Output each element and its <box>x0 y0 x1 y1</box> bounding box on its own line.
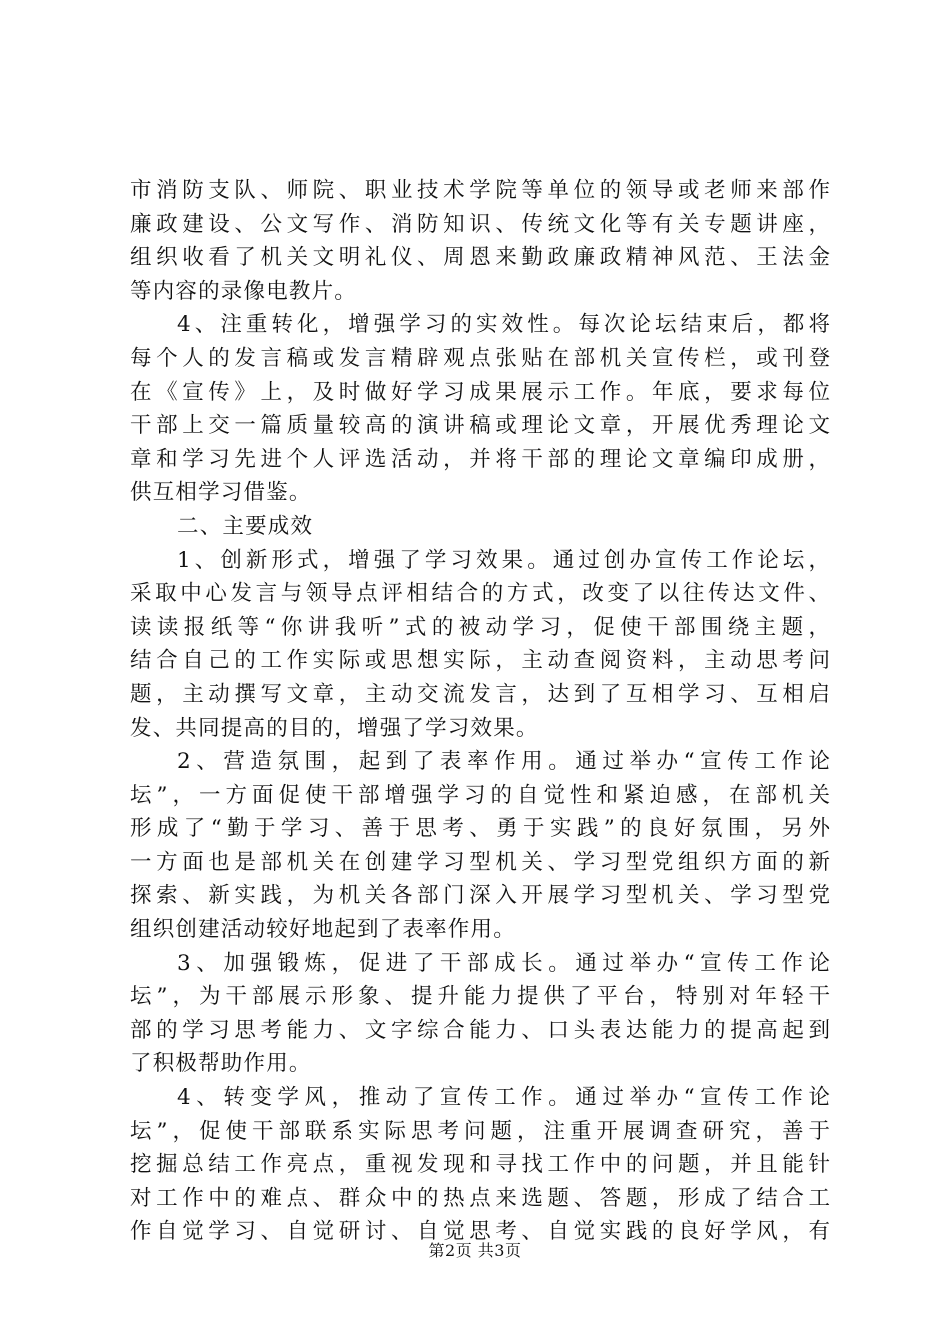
text-line: 作自觉学习、自觉研讨、自觉思考、自觉实践的良好学风，有 <box>130 1219 830 1245</box>
text-line: 供互相学习借鉴。 <box>130 480 312 506</box>
text-line: 组织收看了机关文明礼仪、周恩来勤政廉政精神风范、王法金 <box>130 245 830 271</box>
text-line: 发、共同提高的目的，增强了学习效果。 <box>130 715 539 741</box>
section-heading: 二、主要成效 <box>177 513 314 539</box>
text-line: 廉政建设、公文写作、消防知识、传统文化等有关专题讲座， <box>130 211 830 237</box>
text-line: 坛”，为干部展示形象、提升能力提供了平台，特别对年轻干 <box>130 984 830 1010</box>
text-line: 3、加强锻炼，促进了干部成长。通过举办“宣传工作论 <box>177 950 830 976</box>
text-line: 坛”，一方面促使干部增强学习的自觉性和紧迫感，在部机关 <box>130 782 830 808</box>
text-line: 等内容的录像电教片。 <box>130 278 358 304</box>
text-line: 4、转变学风，推动了宣传工作。通过举办“宣传工作论 <box>177 1085 830 1111</box>
text-line: 坛”，促使干部联系实际思考问题，注重开展调查研究，善于 <box>130 1118 830 1144</box>
text-line: 4、注重转化，增强学习的实效性。每次论坛结束后，都将 <box>177 312 830 338</box>
text-line: 市消防支队、师院、职业技术学院等单位的领导或老师来部作 <box>130 178 830 203</box>
text-line: 一方面也是部机关在创建学习型机关、学习型党组织方面的新 <box>130 849 830 875</box>
text-line: 探索、新实践，为机关各部门深入开展学习型机关、学习型党 <box>130 883 830 909</box>
text-line: 部的学习思考能力、文字综合能力、口头表达能力的提高起到 <box>130 1017 830 1043</box>
document-body <box>130 174 830 1249</box>
text-line: 干部上交一篇质量较高的演讲稿或理论文章，开展优秀理论文 <box>130 413 830 439</box>
page-number-footer: 第2页 共3页 <box>428 1241 522 1260</box>
text-line: 了积极帮助作用。 <box>130 1051 312 1077</box>
text-line: 挖掘总结工作亮点，重视发现和寻找工作中的问题，并且能针 <box>130 1152 830 1178</box>
text-line: 采取中心发言与领导点评相结合的方式，改变了以往传达文件、 <box>130 581 830 607</box>
text-line: 读读报纸等“你讲我听”式的被动学习，促使干部围绕主题， <box>130 614 830 640</box>
text-line: 每个人的发言稿或发言精辟观点张贴在部机关宣传栏，或刊登 <box>130 345 830 371</box>
text-line: 题，主动撰写文章，主动交流发言，达到了互相学习、互相启 <box>130 681 830 707</box>
text-line: 形成了“勤于学习、善于思考、勇于实践”的良好氛围，另外 <box>130 816 830 842</box>
text-line: 组织创建活动较好地起到了表率作用。 <box>130 917 516 943</box>
text-line: 1、创新形式，增强了学习效果。通过创办宣传工作论坛， <box>177 547 830 573</box>
text-line: 2、营造氛围，起到了表率作用。通过举办“宣传工作论 <box>177 749 830 775</box>
text-line: 在《宣传》上，及时做好学习成果展示工作。年底，要求每位 <box>130 379 830 405</box>
text-line: 结合自己的工作实际或思想实际，主动查阅资料，主动思考问 <box>130 648 830 674</box>
text-line: 对工作中的难点、群众中的热点来选题、答题，形成了结合工 <box>130 1185 830 1211</box>
text-line: 章和学习先进个人评选活动，并将干部的理论文章编印成册， <box>130 446 830 472</box>
